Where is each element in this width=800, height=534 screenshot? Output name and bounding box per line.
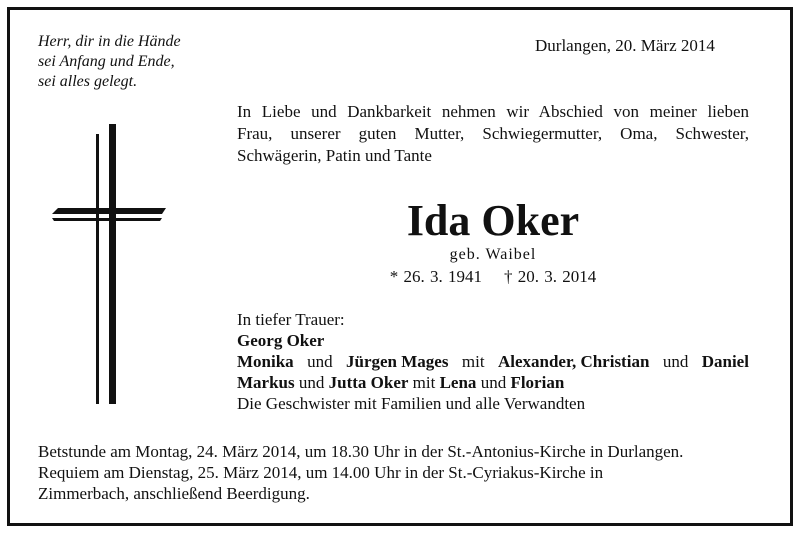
bible-verse: [38, 32, 181, 92]
mourner-name: Daniel: [701, 352, 749, 371]
mourner-line: [237, 372, 749, 393]
life-dates: [237, 267, 749, 287]
mourner-line: [237, 351, 749, 372]
verse-line: Herr, dir in die Hände: [38, 33, 181, 50]
maiden-name: geb. Waibel: [449, 246, 537, 263]
mourner-name: Jutta Oker: [328, 373, 409, 392]
mourner-name: Jürgen Mages: [346, 352, 449, 371]
connector-word: mit: [461, 352, 485, 371]
birth-date: * 26. 3. 1941: [389, 267, 482, 286]
mourner-name: Markus: [237, 373, 295, 392]
intro-line: In Liebe und Dankbarkeit nehmen wir Abschied von meiner lieben: [237, 102, 749, 121]
service-line: Requiem am Dienstag, 25. März 2014, um 14.00 Uhr in der St.-Cyriakus-Kirche in: [38, 463, 604, 482]
connector-word: mit: [412, 373, 436, 392]
latin-cross-icon: [52, 124, 172, 414]
mourners-heading: In tiefer Trauer:: [237, 310, 345, 329]
connector-word: und: [662, 352, 689, 371]
service-details: [38, 441, 758, 504]
connector-word: und: [480, 373, 507, 392]
connector-word: und: [307, 352, 333, 371]
verse-line: sei alles gelegt.: [38, 73, 138, 90]
relatives-line: Die Geschwister mit Familien und alle Verwandten: [237, 394, 586, 413]
connector-word: und: [298, 373, 325, 392]
mourner-name: Alexander, Christian: [497, 352, 650, 371]
mourner-name: Monika: [237, 352, 294, 371]
mourner-name: Georg Oker: [237, 331, 325, 350]
intro-line: Frau, unserer guten Mutter, Schwiegermutter, Oma, Schwester,: [237, 124, 749, 143]
service-line: Zimmerbach, anschließend Beerdigung.: [38, 484, 310, 503]
mourner-name: Florian: [510, 373, 565, 392]
intro-line: Schwägerin, Patin und Tante: [237, 146, 432, 165]
verse-line: sei Anfang und Ende,: [38, 53, 175, 70]
mourner-name: Lena: [439, 373, 477, 392]
deceased-name: Ida Oker: [406, 196, 580, 245]
intro-text: [237, 101, 749, 167]
death-date: † 20. 3. 2014: [504, 267, 597, 286]
service-line: Betstunde am Montag, 24. März 2014, um 18.30 Uhr in der St.-Antonius-Kirche in Durlangen.: [38, 442, 684, 461]
place-date: Durlangen, 20. März 2014: [535, 36, 715, 55]
mourners-block: [237, 309, 749, 414]
